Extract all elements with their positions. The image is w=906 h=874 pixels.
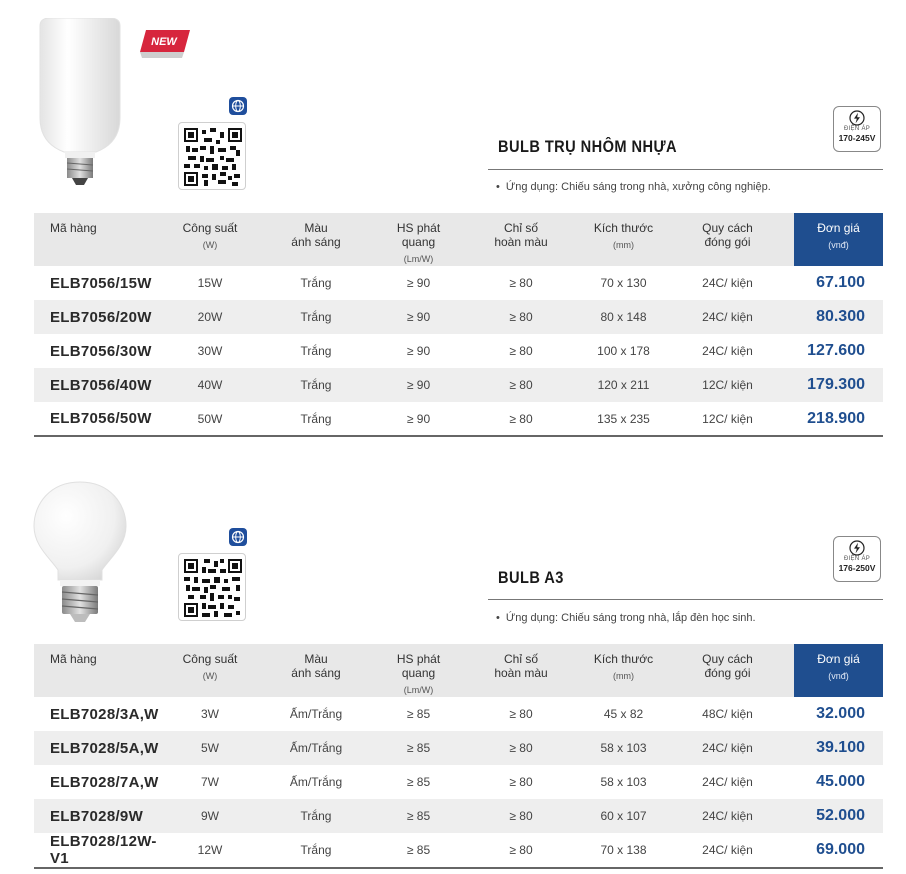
cell-size: 58 x 103 (600, 775, 647, 789)
cell-cri: ≥ 80 (456, 731, 586, 765)
cell-code: ELB7056/30W (50, 342, 152, 360)
cell-pack: 24C/ kiện (661, 799, 794, 833)
cell-cri: ≥ 80 (456, 402, 586, 436)
table-row (34, 833, 883, 868)
cell-price: 45.000 (816, 773, 865, 790)
table-row (34, 731, 883, 765)
cell-code: ELB7028/7A,W (50, 773, 159, 791)
col-header-efficacy: HS phát quang (Lm/W) (381, 644, 456, 697)
col-header-efficacy: HS phát quang (Lm/W) (381, 213, 456, 266)
cell-pack: 24C/ kiện (661, 731, 794, 765)
cell-pack: 24C/ kiện (661, 300, 794, 334)
application-note: • Ứng dụng: Chiếu sáng trong nhà, xưởng công nghiệp. (496, 181, 771, 193)
table-header-row (34, 213, 883, 266)
new-badge (140, 28, 192, 60)
cell-power: 15W (197, 276, 223, 290)
cell-efficacy: ≥ 85 (381, 799, 456, 833)
cell-price: 179.300 (794, 368, 883, 402)
table-row (34, 334, 883, 368)
cell-price: 69.000 (794, 833, 883, 868)
cell-power: 7W (201, 775, 219, 789)
col-header-code: Mã hàng (34, 644, 169, 697)
col-header-cri: Chỉ số hoàn màu (456, 213, 586, 266)
cell-price: 218.900 (794, 402, 883, 436)
cell-efficacy: ≥ 90 (406, 344, 431, 358)
col-header-power: Công suất (W) (169, 644, 251, 697)
cell-code: ELB7056/20W (34, 300, 169, 334)
col-header-pack: Quy cách đóng gói (661, 213, 794, 266)
cell-power: 20W (169, 300, 251, 334)
globe-icon[interactable] (229, 97, 247, 115)
cell-code: ELB7028/12W-V1 (34, 833, 169, 868)
table-row (34, 697, 883, 731)
lightning-icon (849, 110, 865, 126)
voltage-label: ĐIỆN ÁP (843, 126, 871, 132)
cell-efficacy: ≥ 85 (406, 775, 431, 789)
table-row (34, 300, 883, 334)
bulb-tru-image (30, 18, 130, 188)
col-header-pack: Quy cách đóng gói (661, 644, 794, 697)
table-row (34, 799, 883, 833)
lightning-icon (849, 540, 865, 556)
price-table (34, 644, 883, 869)
cell-code: ELB7028/9W (34, 799, 169, 833)
table-row (34, 765, 883, 799)
cell-power: 12W (169, 833, 251, 868)
cell-code: ELB7028/5A,W (34, 731, 169, 765)
cell-price: 127.600 (807, 342, 865, 359)
cell-code: ELB7056/40W (34, 368, 169, 402)
cell-efficacy: ≥ 90 (381, 300, 456, 334)
cell-cri: ≥ 80 (509, 276, 533, 290)
cell-size: 120 x 211 (586, 368, 661, 402)
cell-code: ELB7056/50W (34, 402, 169, 436)
cell-power: 5W (169, 731, 251, 765)
product-section-bulb-a3 (0, 480, 906, 874)
cell-power: 40W (169, 368, 251, 402)
cell-size: 70 x 138 (586, 833, 661, 868)
cell-pack: 24C/ kiện (661, 833, 794, 868)
cell-price: 39.100 (794, 731, 883, 765)
cell-color: Ấm/Trắng (289, 707, 343, 721)
cell-color: Trắng (251, 833, 381, 868)
qr-code-icon[interactable] (178, 122, 246, 190)
cell-cri: ≥ 80 (456, 833, 586, 868)
product-title: BULB TRỤ NHÔM NHỰA (498, 137, 678, 156)
cell-color: Trắng (251, 799, 381, 833)
cell-color: Trắng (251, 300, 381, 334)
cell-cri: ≥ 80 (456, 368, 586, 402)
col-header-cri: Chỉ số hoàn màu (456, 644, 586, 697)
col-header-size: Kích thước (mm) (586, 213, 661, 266)
cell-cri: ≥ 80 (456, 300, 586, 334)
voltage-value: 176-250V (838, 563, 876, 573)
cell-efficacy: ≥ 90 (381, 368, 456, 402)
cell-efficacy: ≥ 85 (381, 833, 456, 868)
col-header-color: Màu ánh sáng (251, 213, 381, 266)
cell-code: ELB7056/15W (50, 274, 152, 292)
cell-pack: 48C/ kiện (702, 707, 753, 721)
product-title: BULB A3 (498, 568, 564, 587)
cell-size: 60 x 107 (586, 799, 661, 833)
col-header-code: Mã hàng (34, 213, 169, 266)
cell-pack: 12C/ kiện (661, 368, 794, 402)
voltage-badge (833, 536, 881, 582)
cell-size: 58 x 103 (586, 731, 661, 765)
cell-efficacy: ≥ 90 (406, 276, 431, 290)
cell-size: 80 x 148 (586, 300, 661, 334)
cell-size: 70 x 130 (600, 276, 647, 290)
voltage-value: 170-245V (838, 133, 876, 143)
bulb-a3-image (30, 480, 130, 626)
cell-size: 45 x 82 (603, 707, 644, 721)
new-badge-text: NEW (151, 36, 177, 48)
globe-icon[interactable] (229, 528, 247, 546)
voltage-label: ĐIỆN ÁP (843, 556, 871, 562)
table-header-row (34, 644, 883, 697)
table-row (34, 368, 883, 402)
table-row (34, 402, 883, 436)
cell-color: Trắng (300, 276, 332, 290)
application-text: Ứng dụng: Chiếu sáng trong nhà, xưởng công nghiệp. (505, 181, 771, 193)
cell-price: 52.000 (794, 799, 883, 833)
cell-cri: ≥ 80 (509, 707, 533, 721)
cell-pack: 24C/ kiện (702, 276, 753, 290)
cell-color: Ấm/Trắng (289, 775, 343, 789)
cell-price: 32.000 (816, 705, 865, 722)
cell-color: Ấm/Trắng (251, 731, 381, 765)
cell-efficacy: ≥ 90 (381, 402, 456, 436)
application-text: Ứng dụng: Chiếu sáng trong nhà, lắp đèn học sinh. (505, 612, 756, 624)
cell-color: Trắng (300, 344, 332, 358)
col-header-color: Màu ánh sáng (251, 644, 381, 697)
cell-efficacy: ≥ 85 (406, 707, 431, 721)
divider (488, 599, 883, 600)
voltage-badge (833, 106, 881, 152)
cell-size: 100 x 178 (597, 344, 650, 358)
cell-power: 30W (197, 344, 223, 358)
cell-pack: 24C/ kiện (702, 775, 753, 789)
cell-cri: ≥ 80 (456, 799, 586, 833)
cell-price: 80.300 (794, 300, 883, 334)
table-row (34, 266, 883, 300)
col-header-power: Công suất (W) (169, 213, 251, 266)
cell-pack: 24C/ kiện (702, 344, 753, 358)
price-table (34, 213, 883, 437)
cell-power: 3W (201, 707, 219, 721)
cell-cri: ≥ 80 (509, 775, 533, 789)
col-header-price: Đơn giá (vnđ) (794, 213, 883, 266)
cell-power: 50W (169, 402, 251, 436)
col-header-size: Kích thước (mm) (586, 644, 661, 697)
cell-code: ELB7028/3A,W (50, 705, 159, 723)
cell-color: Trắng (251, 402, 381, 436)
cell-size: 135 x 235 (586, 402, 661, 436)
cell-pack: 12C/ kiện (661, 402, 794, 436)
qr-code-icon[interactable] (178, 553, 246, 621)
cell-power: 9W (169, 799, 251, 833)
cell-cri: ≥ 80 (509, 344, 533, 358)
cell-price: 67.100 (816, 274, 865, 291)
application-note: • Ứng dụng: Chiếu sáng trong nhà, lắp đèn học sinh. (496, 612, 756, 624)
cell-efficacy: ≥ 85 (381, 731, 456, 765)
col-header-price: Đơn giá (vnđ) (794, 644, 883, 697)
divider (488, 169, 883, 170)
cell-color: Trắng (251, 368, 381, 402)
